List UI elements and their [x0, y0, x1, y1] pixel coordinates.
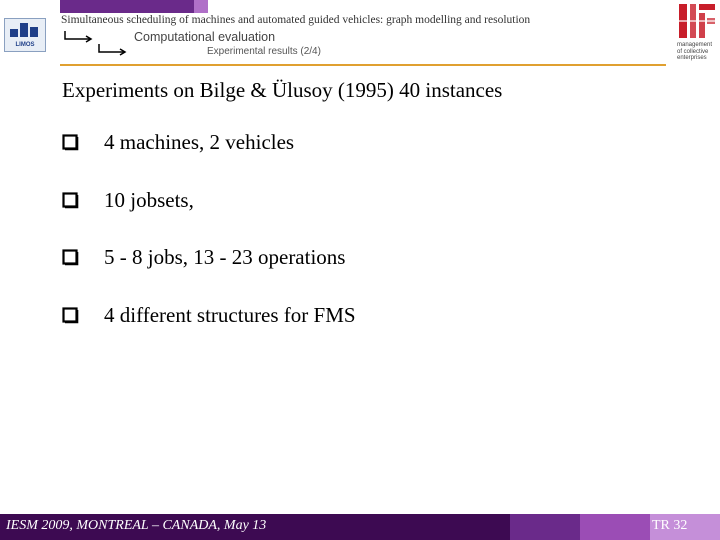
checkbox-bullet-icon	[62, 134, 79, 151]
section-title: Computational evaluation	[134, 30, 276, 44]
subsection-title: Experimental results (2/4)	[207, 46, 321, 57]
management-logo-text: management of collective enterprises	[677, 42, 713, 61]
top-bar-light	[194, 0, 208, 13]
hierarchy-arrow-icon	[64, 31, 94, 43]
footer	[0, 514, 720, 540]
checkbox-bullet-icon	[62, 307, 79, 324]
limos-logo	[4, 18, 46, 52]
bullet-text: 4 machines, 2 vehicles	[104, 130, 295, 154]
checkbox-bullet-icon	[62, 192, 79, 209]
limos-logo-label: LIMOS	[15, 42, 35, 48]
top-bar-dark	[60, 0, 194, 13]
management-logo-mark	[679, 4, 715, 38]
bullet-text: 4 different structures for FMS	[104, 302, 356, 327]
management-logo	[675, 2, 720, 64]
limos-logo-mark	[10, 23, 40, 37]
header-divider	[60, 64, 666, 66]
footer-band-mid	[510, 514, 580, 540]
hierarchy-arrow-icon	[98, 44, 128, 56]
footer-event: IESM 2009, MONTREAL – CANADA, May 13	[6, 518, 267, 533]
checkbox-bullet-icon	[62, 249, 79, 266]
bullet-text: 10 jobsets,	[104, 187, 194, 212]
page-number: TR 32	[652, 518, 688, 533]
bullet-text: 5 - 8 jobs, 13 - 23 operations	[104, 245, 346, 269]
presentation-title: Simultaneous scheduling of machines and automated guided vehicles: graph modelling and resolution	[61, 14, 531, 26]
footer-band-light	[580, 514, 650, 540]
slide-title: Experiments on Bilge & Ülusoy (1995) 40 instances	[62, 78, 503, 102]
